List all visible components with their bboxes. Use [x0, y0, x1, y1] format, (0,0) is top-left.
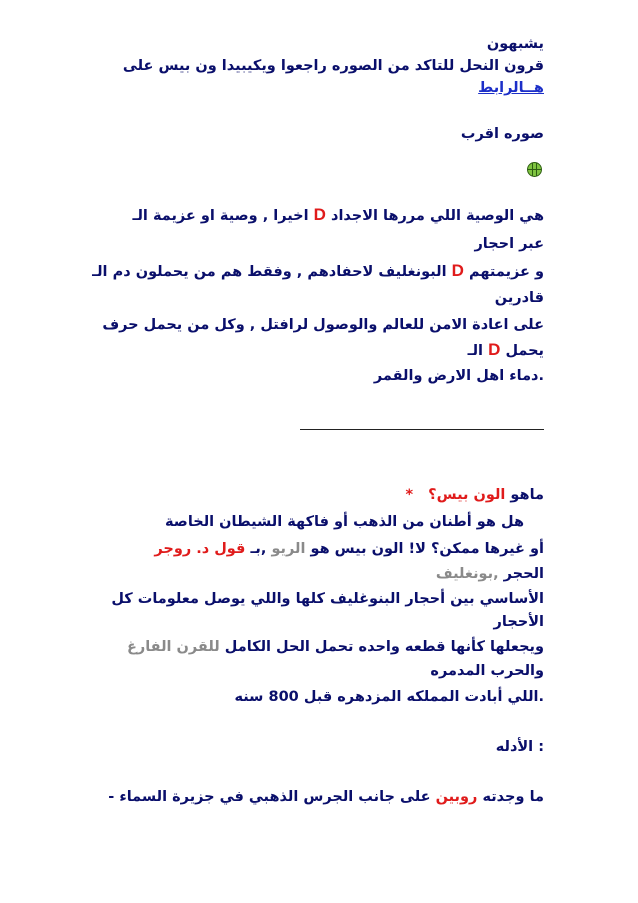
para2-text-3b: ,بـ	[250, 541, 267, 557]
para2-line-7	[127, 636, 544, 658]
stone-term: الحجر	[503, 566, 544, 582]
para1-line-6	[468, 339, 544, 361]
para1-text-1b: اخيرا , وصية او عزيمة الـ	[132, 208, 309, 224]
para2-text-8: والحرب المدمره	[430, 663, 544, 679]
d-letter: D	[313, 205, 326, 224]
para1-line-5	[102, 314, 544, 336]
poneglyph-term: ,بونغليف	[435, 566, 499, 582]
para2-text-3a: أو غيرها ممكن؟ لا! الون بيس هو	[310, 541, 544, 557]
intro-line-2	[123, 55, 544, 77]
para1-line-2	[474, 233, 544, 255]
para2-line-2	[165, 511, 524, 533]
para2-line-3	[154, 538, 544, 560]
closer-text: صوره اقرب	[460, 126, 544, 142]
para1-text-5: على اعادة الامن للعالم والوصول لرافتل , وكل من يحمل حرف	[102, 317, 544, 333]
para2-line-4	[436, 563, 544, 585]
wiki-link[interactable]: هــالرابط	[478, 80, 544, 96]
para2-line-9	[234, 686, 544, 708]
globe-icon	[527, 162, 542, 177]
para1-line-4	[495, 287, 544, 309]
para2-line-6	[494, 611, 544, 633]
para2-line-5	[111, 588, 544, 610]
para1-text-6b: الـ	[467, 343, 484, 359]
para1-line-1	[133, 204, 544, 226]
evidence-heading-text: : الأدله	[495, 739, 544, 755]
para1-line-3	[92, 260, 544, 282]
para1-text-6a: يحمل	[505, 343, 544, 359]
void-century-term: للقرن الفارغ	[126, 639, 220, 655]
intro-text-1: يشبهون	[486, 36, 544, 52]
para1-text-2: عبر احجار	[474, 236, 544, 252]
para1-text-4: قادرين	[494, 290, 544, 306]
para2-text-5: الأساسي بين أحجار البنوغليف كلها واللي يوصل معلومات كل	[111, 591, 544, 607]
para1-text-7: .دماء اهل الارض والقمر	[373, 368, 544, 384]
evidence-text-b: على جانب الجرس الذهبي في جزيرة السماء -	[108, 789, 431, 805]
intro-text-2: قرون النحل للتاكد من الصوره راجعوا ويكيبيدا ون بيس على	[122, 58, 544, 74]
para2-text-6: الأحجار	[493, 614, 544, 630]
d-letter: D	[488, 340, 501, 359]
intro-line-1	[487, 33, 544, 55]
one-piece-term: الون بيس؟	[428, 487, 506, 503]
evidence-item-1	[108, 786, 544, 808]
d-letter: D	[451, 261, 464, 280]
intro-closer	[461, 123, 544, 145]
evidence-text-a: ما وجدته	[482, 789, 544, 805]
para2-text-9: .اللي أبادت المملكه المزدهره قبل 800 سنه	[234, 689, 544, 705]
intro-line-3	[478, 77, 544, 99]
para2-text-2: هل هو أطنان من الذهب أو فاكهة الشيطان الخاصة	[165, 514, 524, 530]
robin-name: روبين	[435, 789, 478, 805]
question-text: ماهو	[510, 487, 544, 503]
para2-line-8	[430, 660, 544, 682]
para1-text-1a: هي الوصية اللي مررها الاجداد	[331, 208, 544, 224]
evidence-heading	[496, 736, 544, 758]
star-mark: *	[405, 487, 414, 503]
para2-text-7a: ويجعلها كأنها قطعه واحده تحمل الحل الكامل	[224, 639, 544, 655]
para2-line-1	[406, 484, 545, 506]
para1-line-7	[374, 365, 544, 387]
rio-term: الريو	[271, 541, 306, 557]
divider-text	[300, 415, 544, 426]
para1-text-3b: البونغليف لاحفادهم , وفقط هم من يحملون دم الـ	[92, 264, 447, 280]
divider-line	[300, 429, 544, 430]
roger-quote: قول د. روجر	[154, 541, 246, 557]
para1-text-3a: و عزيمتهم	[468, 264, 544, 280]
